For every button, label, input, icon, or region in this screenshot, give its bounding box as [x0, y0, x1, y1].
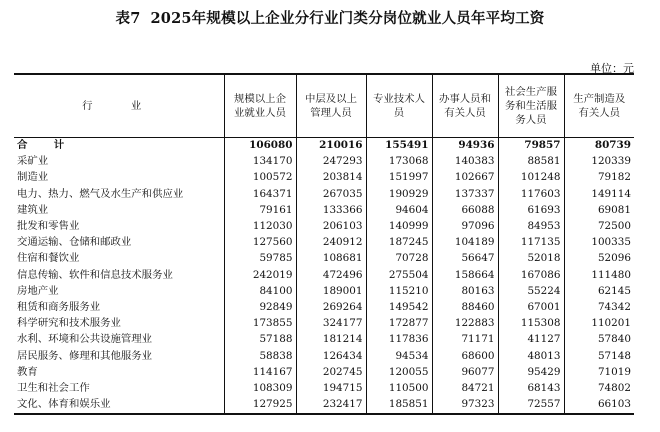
industry-cell: 建筑业: [17, 203, 49, 216]
wage-cell: 472496: [296, 267, 366, 283]
wage-cell: 117836: [366, 332, 432, 348]
column-header-production-workers: [564, 74, 634, 137]
wage-cell: 84721: [432, 380, 498, 396]
wage-cell: 101248: [498, 170, 564, 186]
wage-cell: 133366: [296, 202, 366, 218]
wage-cell: 140383: [432, 154, 498, 170]
industry-cell: 制造业: [17, 171, 49, 184]
wage-cell: 117135: [498, 235, 564, 251]
wage-cell: 120339: [564, 154, 634, 170]
unit-label: 单位：元: [590, 62, 634, 75]
wage-cell: 206103: [296, 218, 366, 234]
wage-cell: 72500: [564, 218, 634, 234]
industry-cell: 电力、热力、燃气及水生产和供应业: [17, 187, 184, 200]
wage-cell: 96077: [432, 364, 498, 380]
wage-cell: 71171: [432, 332, 498, 348]
wage-cell: 79182: [564, 170, 634, 186]
wage-cell: 100335: [564, 235, 634, 251]
wage-cell: 149114: [564, 186, 634, 202]
column-header-clerks: [432, 74, 498, 137]
table-row: [14, 316, 634, 332]
wage-cell: 74802: [564, 380, 634, 396]
wage-cell: 167086: [498, 267, 564, 283]
wage-cell: 110201: [564, 316, 634, 332]
column-header-label: 生产制造及有关人员: [573, 92, 626, 119]
wage-cell: 140999: [366, 218, 432, 234]
wage-cell: 79857: [498, 137, 564, 154]
table-title-text: 2025年规模以上企业分行业门类分岗位就业人员年平均工资: [150, 10, 545, 27]
wage-cell: 80163: [432, 283, 498, 299]
wage-cell: 66103: [564, 397, 634, 414]
wage-cell: 52096: [564, 251, 634, 267]
wage-cell: 111480: [564, 267, 634, 283]
wage-cell: 41127: [498, 332, 564, 348]
industry-cell: 信息传输、软件和信息技术服务业: [17, 268, 173, 281]
wage-cell: 97323: [432, 397, 498, 414]
wage-cell: 106080: [224, 137, 296, 154]
wage-cell: 71019: [564, 364, 634, 380]
wage-cell: 127925: [224, 397, 296, 414]
column-header-label: 专业技术人员: [373, 92, 425, 119]
table-row: [14, 186, 634, 202]
table-row: [14, 380, 634, 396]
wage-cell: 69081: [564, 202, 634, 218]
wage-cell: 58838: [224, 348, 296, 364]
column-header-label: 社会生产服务和生活服务人员: [505, 85, 557, 126]
wage-cell: 67001: [498, 299, 564, 315]
wage-cell: 203814: [296, 170, 366, 186]
table-row: [14, 332, 634, 348]
wage-cell: 164371: [224, 186, 296, 202]
wage-cell: 88460: [432, 299, 498, 315]
total-row: [14, 137, 634, 154]
industry-cell: 居民服务、修理和其他服务业: [17, 349, 153, 362]
wage-cell: 275504: [366, 267, 432, 283]
column-header-industry: [14, 74, 224, 137]
wage-cell: 187245: [366, 235, 432, 251]
wage-cell: 190929: [366, 186, 432, 202]
wage-cell: 110500: [366, 380, 432, 396]
wage-cell: 80739: [564, 137, 634, 154]
wage-cell: 122883: [432, 316, 498, 332]
table-row: [14, 299, 634, 315]
wage-cell: 120055: [366, 364, 432, 380]
wage-cell: 114167: [224, 364, 296, 380]
wage-cell: 84100: [224, 283, 296, 299]
table-row: [14, 154, 634, 170]
wage-cell: 72557: [498, 397, 564, 414]
column-header-label: 办事人员和有关人员: [439, 92, 491, 119]
table-title: [0, 7, 660, 28]
wage-cell: 61693: [498, 202, 564, 218]
column-header-label: 中层及以上管理人员: [305, 92, 357, 119]
wage-cell: 79161: [224, 202, 296, 218]
wage-cell: 102667: [432, 170, 498, 186]
wage-cell: 232417: [296, 397, 366, 414]
industry-cell: 教育: [17, 365, 38, 378]
wage-cell: 112030: [224, 218, 296, 234]
table-row: [14, 251, 634, 267]
table-row: [14, 235, 634, 251]
industry-cell: 科学研究和技术服务业: [17, 317, 121, 330]
wage-cell: 189001: [296, 283, 366, 299]
wage-cell: 88581: [498, 154, 564, 170]
wage-cell: 149542: [366, 299, 432, 315]
wage-cell: 115210: [366, 283, 432, 299]
industry-cell: 房地产业: [17, 284, 59, 297]
column-header-all-employees: [224, 74, 296, 137]
wage-cell: 172877: [366, 316, 432, 332]
wage-cell: 94936: [432, 137, 498, 154]
wage-cell: 57148: [564, 348, 634, 364]
wage-cell: 57188: [224, 332, 296, 348]
wage-cell: 185851: [366, 397, 432, 414]
wage-cell: 240912: [296, 235, 366, 251]
wage-cell: 242019: [224, 267, 296, 283]
table-row: [14, 283, 634, 299]
wage-cell: 104189: [432, 235, 498, 251]
industry-cell: 交通运输、仓储和邮政业: [17, 236, 132, 249]
table-row: [14, 267, 634, 283]
column-header-label: 行 业: [82, 99, 156, 112]
wage-cell: 68600: [432, 348, 498, 364]
wage-cell: 59785: [224, 251, 296, 267]
wage-cell: 151997: [366, 170, 432, 186]
wage-cell: 267035: [296, 186, 366, 202]
wage-cell: 55224: [498, 283, 564, 299]
wage-cell: 52018: [498, 251, 564, 267]
wage-cell: 127560: [224, 235, 296, 251]
industry-cell: 合 计: [17, 139, 73, 152]
wage-cell: 173855: [224, 316, 296, 332]
wage-table: [14, 73, 634, 415]
wage-cell: 95429: [498, 364, 564, 380]
wage-cell: 158664: [432, 267, 498, 283]
wage-cell: 210016: [296, 137, 366, 154]
wage-cell: 94604: [366, 202, 432, 218]
wage-cell: 117603: [498, 186, 564, 202]
wage-cell: 115308: [498, 316, 564, 332]
industry-cell: 租赁和商务服务业: [17, 300, 101, 313]
wage-cell: 137337: [432, 186, 498, 202]
wage-cell: 108309: [224, 380, 296, 396]
industry-cell: 水利、环境和公共设施管理业: [17, 333, 153, 346]
wage-cell: 68143: [498, 380, 564, 396]
wage-cell: 56647: [432, 251, 498, 267]
industry-cell: 住宿和餐饮业: [17, 252, 80, 265]
industry-cell: 采矿业: [17, 155, 49, 168]
wage-cell: 57840: [564, 332, 634, 348]
wage-cell: 173068: [366, 154, 432, 170]
table-row: [14, 202, 634, 218]
wage-cell: 247293: [296, 154, 366, 170]
column-header-service-workers: [498, 74, 564, 137]
wage-cell: 155491: [366, 137, 432, 154]
wage-cell: 48013: [498, 348, 564, 364]
header-row: [14, 74, 634, 137]
table-body: [14, 137, 634, 414]
column-header-managers: [296, 74, 366, 137]
wage-cell: 92849: [224, 299, 296, 315]
table-row: [14, 170, 634, 186]
wage-cell: 84953: [498, 218, 564, 234]
wage-cell: 108681: [296, 251, 366, 267]
wage-cell: 97096: [432, 218, 498, 234]
wage-cell: 74342: [564, 299, 634, 315]
table-row: [14, 218, 634, 234]
wage-cell: 94534: [366, 348, 432, 364]
wage-cell: 134170: [224, 154, 296, 170]
table-row: [14, 348, 634, 364]
wage-cell: 62145: [564, 283, 634, 299]
table-row: [14, 397, 634, 414]
wage-cell: 126434: [296, 348, 366, 364]
wage-cell: 70728: [366, 251, 432, 267]
wage-cell: 324177: [296, 316, 366, 332]
table-row: [14, 364, 634, 380]
wage-cell: 181214: [296, 332, 366, 348]
industry-cell: 卫生和社会工作: [17, 381, 90, 394]
wage-cell: 202745: [296, 364, 366, 380]
table-number: 表7: [115, 10, 141, 27]
wage-cell: 66088: [432, 202, 498, 218]
wage-cell: 269264: [296, 299, 366, 315]
industry-cell: 批发和零售业: [17, 220, 80, 233]
column-header-label: 规模以上企业就业人员: [234, 92, 286, 119]
wage-cell: 194715: [296, 380, 366, 396]
wage-cell: 100572: [224, 170, 296, 186]
industry-cell: 文化、体育和娱乐业: [14, 397, 224, 414]
column-header-professionals: [366, 74, 432, 137]
